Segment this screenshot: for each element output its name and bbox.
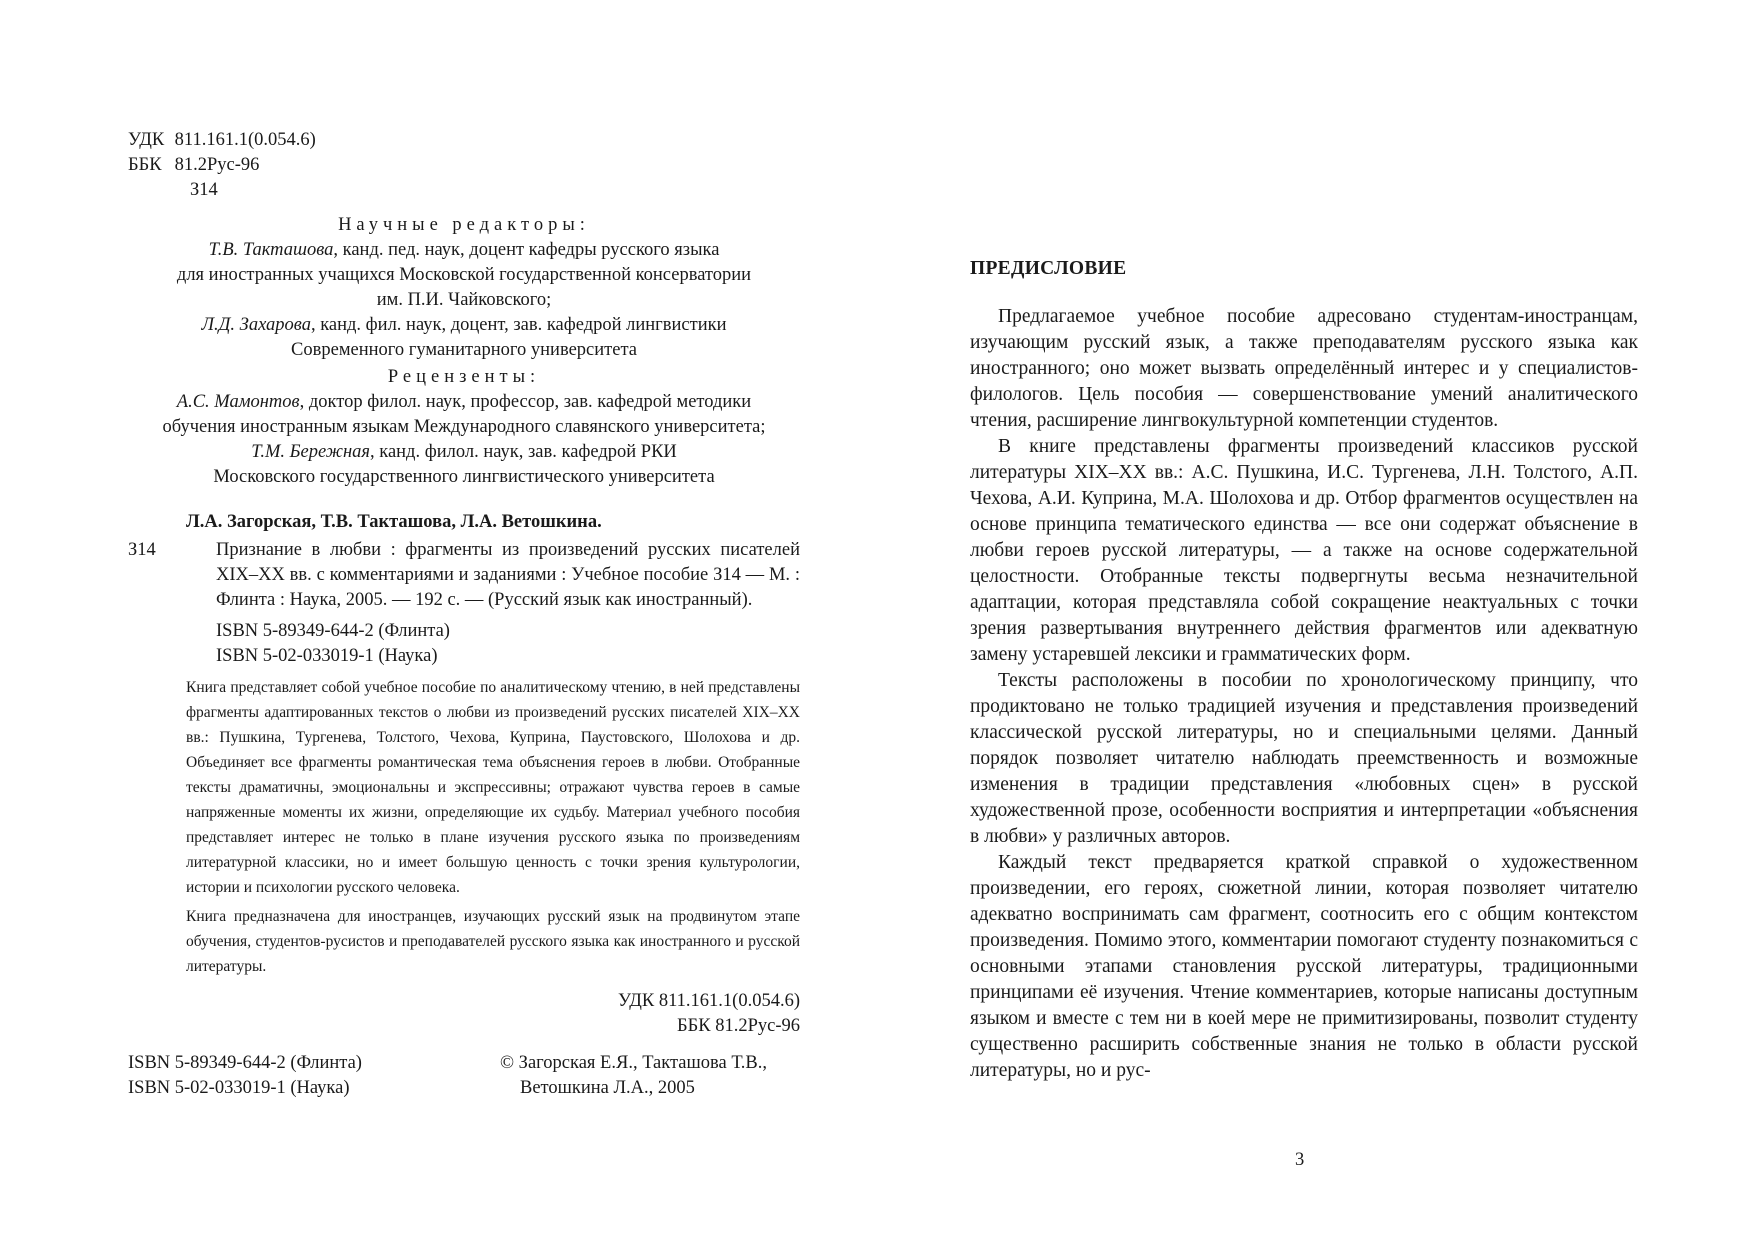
copyright	[500, 1051, 800, 1101]
preface-paragraph: Предлагаемое учебное пособие адресовано студентам-иностранцам, изучающим русский язык, а также преподавателям русского языка как иностранного; оно может вызвать определённый интерес и у специалистов-филологов. Цель пособия — совершенствование умений аналитического чтения, расширение лингвокультурной компетенции студентов.	[970, 306, 1638, 431]
bottom-isbn	[128, 1051, 362, 1101]
editor-2-line2: Современного гуманитарного университета	[291, 340, 637, 360]
isbn-list	[128, 619, 800, 669]
editors-block	[128, 213, 800, 490]
bbk-value: 81.2Рус-96	[174, 155, 260, 175]
bottom-isbn-nauka: ISBN 5-02-033019-1 (Наука)	[128, 1078, 350, 1098]
udk-label: УДК	[128, 130, 165, 150]
reviewer-2-line2: Московского государственного лингвистического университета	[213, 467, 715, 487]
copyright-line-2: Ветошкина Л.А., 2005	[520, 1078, 695, 1098]
record-entry	[128, 538, 800, 613]
reviewer-1	[128, 390, 800, 415]
right-page	[970, 258, 1638, 1084]
bottom-isbn-flinta: ISBN 5-89349-644-2 (Флинта)	[128, 1053, 362, 1073]
bibliographic-record	[128, 510, 800, 669]
bottom-block	[128, 1051, 800, 1103]
annotation-paragraph-1: Книга представляет собой учебное пособие по аналитическому чтению, в ней представлены фрагменты адаптированных текстов о любви из произведений русских писателей XIX–XX вв.: Пушкина, Тургенева, Толстого, Чехова, Куприна, Паустовского, Шолохова и др. Объединяет все фрагменты романтическая тема объяснения героев в любви. Отобранные тексты драматичны, эмоциональны и экспрессивны; отражают чувства героев в самые напряженные моменты их жизни, определяющие их судьбу. Материал учебного пособия представляет интерес не только в плане изучения русского языка по произведениям литературной классики, но и имеет большую ценность с точки зрения культурологии, истории и психологии русского человека.	[186, 679, 800, 896]
isbn-nauka: ISBN 5-02-033019-1 (Наука)	[216, 646, 438, 666]
authors-line: Л.А. Загорская, Т.В. Такташова, Л.А. Ветошкина.	[186, 512, 602, 532]
bbk-line	[128, 153, 800, 178]
editors-heading: Научные редакторы:	[338, 215, 590, 235]
bbk-label: ББК	[128, 155, 162, 175]
editor-1-name: Т.В. Такташова	[208, 240, 334, 260]
reviewer-1-title: , доктор филол. наук, профессор, зав. кафедрой методики	[299, 392, 752, 412]
udk-line	[128, 128, 800, 153]
annotation	[128, 675, 800, 979]
copyright-line-1: © Загорская Е.Я., Такташова Т.В.,	[500, 1053, 767, 1073]
page-number: 3	[1295, 1150, 1305, 1170]
reviewer-2	[128, 440, 800, 465]
preface-paragraph: В книге представлены фрагменты произведений классиков русской литературы XIX–XX вв.: А.С. Пушкина, И.С. Тургенева, Л.Н. Толстого, А.П. Чехова, А.И. Куприна, М.А. Шолохова и др. Отбор фрагментов осуществлен на основе принципа тематического единства — все они содержат объяснение в любви героев русской литературы, — а также на основе содержательной целостности. Отобранные тексты подвергнуты весьма незначительной адаптации, которая представляла собой сокращение неактуальных с точки зрения развертывания внутреннего действия фрагментов или адекватную замену устаревшей лексики и грамматических форм.	[970, 436, 1638, 665]
record-code: З14	[128, 540, 156, 560]
reviewer-2-title: , канд. филол. наук, зав. кафедрой РКИ	[369, 442, 677, 462]
editor-2-name: Л.Д. Захарова	[201, 315, 311, 335]
bbk-right-line: ББК 81.2Рус-96	[677, 1016, 800, 1036]
editor-1-line3: им. П.И. Чайковского;	[376, 290, 552, 310]
reviewer-1-line2: обучения иностранным языкам Международного славянского университета;	[162, 417, 766, 437]
author-sign: З14	[190, 180, 218, 200]
preface-paragraph: Каждый текст предваряется краткой справкой о художественном произведении, его героях, сюжетной линии, которая позволяет читателю адекватно воспринимать сам фрагмент, соотносить его с общим контекстом произведения. Помимо этого, комментарии помогают студенту познакомиться с основными этапами становления русской литературы, традиционными принципами её изучения. Чтение комментариев, которые написаны доступным языком и вместе с тем ни в коей мере не примитизированы, позволит студенту существенно расширить собственные знания не только в области русской литературы, но и рус-	[970, 852, 1638, 1081]
reviewers-heading: Рецензенты:	[387, 367, 541, 387]
reviewer-1-name: А.С. Мамонтов	[176, 392, 300, 412]
editor-2-title: , канд. фил. наук, доцент, зав. кафедрой лингвистики	[310, 315, 727, 335]
preface-body	[970, 304, 1638, 1084]
editor-1-line2: для иностранных учащихся Московской государственной консерватории	[176, 265, 752, 285]
udk-value: 811.161.1(0.054.6)	[174, 130, 316, 150]
reviewer-2-name: Т.М. Бережная	[251, 442, 370, 462]
editor-2	[128, 313, 800, 338]
isbn-flinta: ISBN 5-89349-644-2 (Флинта)	[216, 621, 450, 641]
preface-title: ПРЕДИСЛОВИЕ	[970, 258, 1127, 279]
record-description: Признание в любви : фрагменты из произведений русских писателей XIX–XX вв. с комментариями и заданиями : Учебное пособие З14 — М. : Флинта : Наука, 2005. — 192 с. — (Русский язык как иностранный).	[216, 540, 800, 610]
preface-paragraph: Тексты расположены в пособии по хронологическому принципу, что продиктовано не только традицией изучения и представления произведений классической русской литературы, но и специальными целями. Данный порядок позволяет читателю наблюдать преемственность и возможные изменения в традиции представления «любовных сцен» в русской художественной прозе, особенности восприятия и интерпретации «объяснения в любви» у различных авторов.	[970, 670, 1638, 847]
classification-codes	[128, 128, 800, 203]
editor-1	[128, 238, 800, 263]
left-page	[128, 128, 800, 1103]
udk-bbk-right	[128, 989, 800, 1039]
udk-right-line: УДК 811.161.1(0.054.6)	[618, 991, 800, 1011]
annotation-paragraph-2: Книга предназначена для иностранцев, изучающих русский язык на продвинутом этапе обучения, студентов-русистов и преподавателей русского языка как иностранного и русской литературы.	[186, 908, 800, 975]
editor-1-title: , канд. пед. наук, доцент кафедры русского языка	[333, 240, 720, 260]
